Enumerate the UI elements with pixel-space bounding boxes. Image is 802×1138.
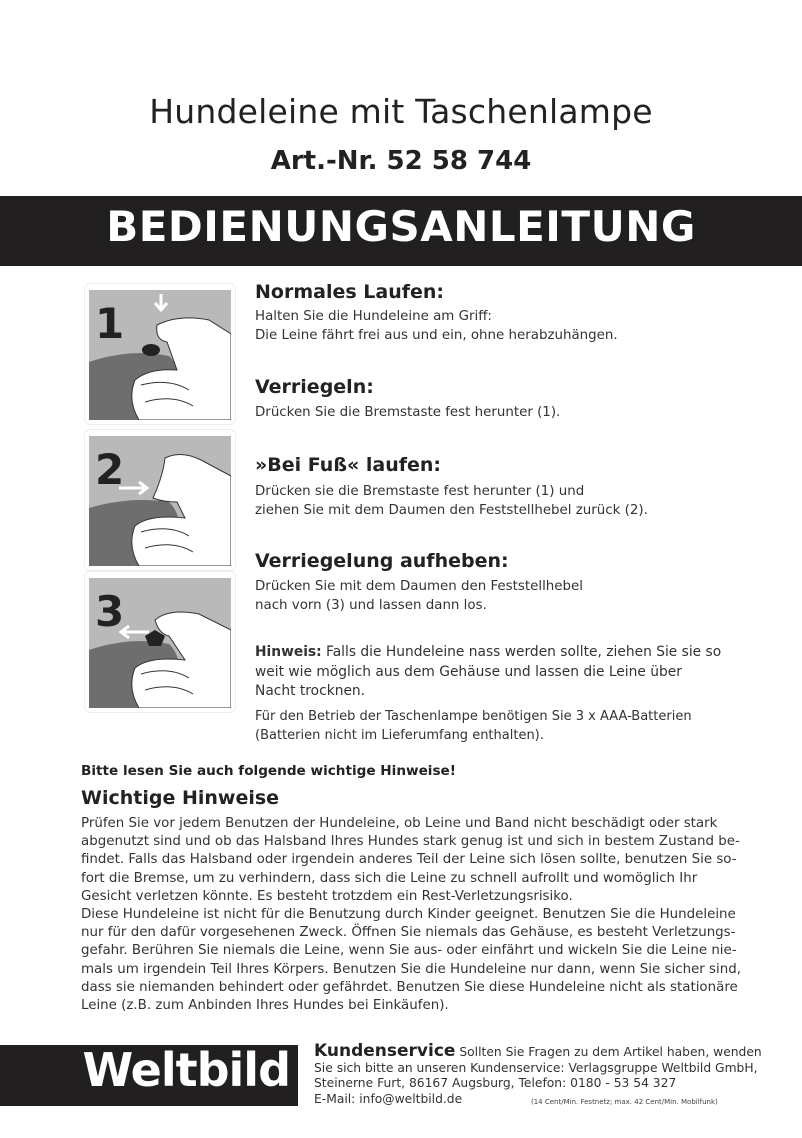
hand-pull-back-illustration bbox=[89, 436, 231, 566]
text-line: Steinerne Furt, 86167 Augsburg, Telefon: 0180 - 53 54 327 bbox=[314, 1076, 677, 1090]
article-number: Art.-Nr. 52 58 744 bbox=[270, 146, 532, 176]
text-line: findet. Falls das Halsband oder irgendein anderes Teil der Leine sich lösen sollte, benutzen Sie so- bbox=[81, 852, 737, 868]
text-line: Die Leine fährt frei aus und ein, ohne herabzuhängen. bbox=[255, 328, 618, 343]
text-line: Für den Betrieb der Taschenlampe benötigen Sie 3 x AAA-Batterien bbox=[255, 709, 692, 724]
text-line: Drücken sie die Bremstaste fest herunter (1) und bbox=[255, 484, 585, 499]
text-line: Halten Sie die Hundeleine am Griff: bbox=[255, 309, 492, 324]
battery-note bbox=[255, 707, 692, 745]
text-line: Diese Hundeleine ist nicht für die Benutzung durch Kinder geeignet. Benutzen Sie die Hundeleine bbox=[81, 907, 736, 923]
hand-press-down-illustration bbox=[89, 290, 231, 420]
note-paragraph bbox=[255, 643, 721, 702]
email-link[interactable]: E-Mail: info@weltbild.de bbox=[314, 1091, 463, 1106]
text-line: (Batterien nicht im Lieferumfang enthalten). bbox=[255, 728, 544, 743]
banner-title: BEDIENUNGSANLEITUNG bbox=[106, 202, 696, 251]
text-line: gefahr. Berühren Sie niemals die Leine, wenn Sie aus- oder einfährt und wickeln Sie die Leine nie- bbox=[81, 943, 737, 959]
text-line: Leine (z.B. zum Anbinden Ihres Hundes bei Einkäufen). bbox=[81, 998, 449, 1014]
customer-service-label: Kundenservice bbox=[314, 1041, 456, 1061]
hand-push-forward-illustration bbox=[89, 578, 231, 708]
note-label: Hinweis: bbox=[255, 644, 322, 660]
text-line: mals um irgendein Teil Ihres Körpers. Benutzen Sie die Hundeleine nur dann, wenn Sie sicher sind, bbox=[81, 961, 741, 977]
text-line: Sie sich bitte an unseren Kundenservice: Verlagsgruppe Weltbild GmbH, bbox=[314, 1060, 758, 1075]
section-heading-unlock: Verriegelung aufheben: bbox=[255, 550, 509, 572]
step-number: 2 bbox=[95, 445, 125, 494]
figure-step-1 bbox=[84, 283, 236, 425]
warnings-body bbox=[81, 815, 741, 1015]
text-line: nach vorn (3) und lassen dann los. bbox=[255, 598, 487, 613]
text-line: Falls die Hundeleine nass werden sollte, ziehen Sie sie so bbox=[321, 644, 722, 660]
text-line: Prüfen Sie vor jedem Benutzen der Hundeleine, ob Leine und Band nicht beschädigt oder stark bbox=[81, 816, 718, 831]
text-line: ziehen Sie mit dem Daumen den Feststellhebel zurück (2). bbox=[255, 503, 648, 518]
section-body-unlock bbox=[255, 577, 583, 615]
section-body-normal-walking bbox=[255, 307, 618, 345]
weltbild-logo: Weltbild bbox=[82, 1043, 290, 1097]
text-line: abgenutzt sind und ob das Halsband Ihres Hundes stark genug ist und sich in bestem Zustand be- bbox=[81, 834, 740, 850]
section-body-lock bbox=[255, 403, 560, 422]
section-heading-lock: Verriegeln: bbox=[255, 376, 374, 398]
text-line: Sollten Sie Fragen zu dem Artikel haben, wenden bbox=[455, 1045, 762, 1059]
customer-service-block bbox=[314, 1041, 762, 1107]
tariff-note: (14 Cent/Min. Festnetz; max. 42 Cent/Min. Mobilfunk) bbox=[531, 1098, 718, 1106]
text-line: dass sie niemanden behindert oder gefährdet. Benutzen Sie diese Hundeleine nicht als stationäre bbox=[81, 979, 738, 995]
text-line: Nacht trocknen. bbox=[255, 683, 366, 699]
document-title: Hundeleine mit Taschenlampe bbox=[149, 92, 653, 131]
warnings-heading: Wichtige Hinweise bbox=[81, 787, 280, 809]
text-line: Gesicht verletzen könnte. Es besteht trotzdem ein Rest-Verletzungsrisiko. bbox=[81, 888, 573, 904]
section-body-heel bbox=[255, 482, 648, 520]
section-heading-normal-walking: Normales Laufen: bbox=[255, 281, 444, 303]
figure-step-2 bbox=[84, 429, 236, 571]
step-number: 1 bbox=[95, 299, 125, 348]
text-line: nur für den dafür vorgesehenen Zweck. Öffnen Sie niemals das Gehäuse, es besteht Verletzungs- bbox=[81, 925, 736, 941]
text-line: fort die Bremse, um zu verhindern, dass sich die Leine zu schnell aufrollt und womöglich Ihr bbox=[81, 870, 698, 886]
section-heading-heel: »Bei Fuß« laufen: bbox=[255, 454, 442, 476]
text-line: Drücken Sie die Bremstaste fest herunter (1). bbox=[255, 405, 561, 420]
warnings-lead: Bitte lesen Sie auch folgende wichtige Hinweise! bbox=[81, 763, 456, 779]
text-line: weit wie möglich aus dem Gehäuse und lassen die Leine über bbox=[255, 663, 682, 680]
figure-step-3 bbox=[84, 571, 236, 713]
step-number: 3 bbox=[95, 587, 125, 636]
text-line: Drücken Sie mit dem Daumen den Feststellhebel bbox=[255, 579, 583, 594]
